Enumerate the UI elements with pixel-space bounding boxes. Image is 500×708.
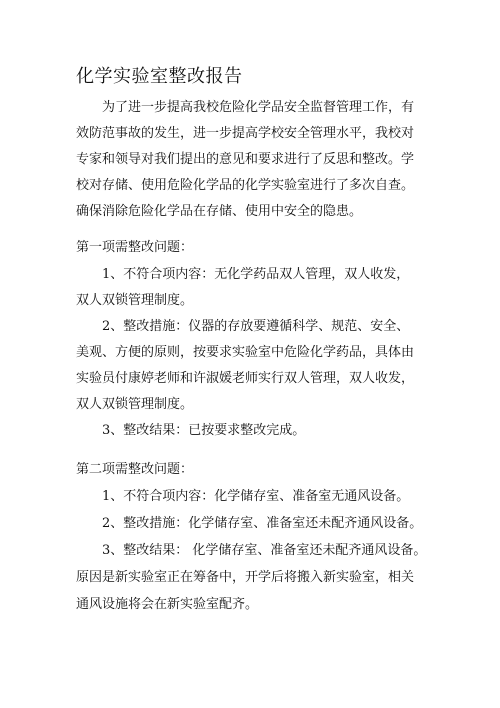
section2-note-line: 通风设施将会在新实验室配齐。 xyxy=(76,597,259,612)
section1-item3: 3、整改结果：已按要求整改完成。 xyxy=(102,423,306,438)
section2-item3: 3、整改结果： 化学储存室、准备室还未配齐通风设备。 xyxy=(102,543,427,558)
section1-item2-line: 2、整改措施：仪器的存放要遵循科学、规范、安全、 xyxy=(102,319,410,334)
intro-line: 为了进一步提高我校危险化学品安全监督管理工作，有 xyxy=(102,100,415,115)
section1-item2-line: 双人双锁管理制度。 xyxy=(76,397,194,412)
section2-note-line: 原因是新实验室正在筹备中，开学后将搬入新实验室，相关 xyxy=(76,570,415,585)
section1-item2-line: 实验员付康婷老师和许淑媛老师实行双人管理，双人收发， xyxy=(76,371,415,386)
section2-heading: 第二项需整改问题： xyxy=(76,462,194,477)
section1-item1-line: 1、不符合项内容：无化学药品双人管理，双人收发， xyxy=(102,267,410,282)
page-title: 化学实验室整改报告 xyxy=(76,66,243,87)
section1-item2-line: 美观、方便的原则，按要求实验室中危险化学药品，具体由 xyxy=(76,345,415,360)
intro-line: 效防范事故的发生，进一步提高学校安全管理水平，我校对 xyxy=(76,126,415,141)
intro-line: 确保消除危险化学品在存储、使用中安全的隐患。 xyxy=(76,204,363,219)
section1-heading: 第一项需整改问题： xyxy=(76,240,194,255)
intro-line: 专家和领导对我们提出的意见和要求进行了反思和整改。学 xyxy=(76,152,415,167)
section1-item1-line: 双人双锁管理制度。 xyxy=(76,293,194,308)
section2-item1: 1、不符合项内容：化学储存室、准备室无通风设备。 xyxy=(102,489,410,504)
intro-line: 校对存储、使用危险化学品的化学实验室进行了多次自查。 xyxy=(76,178,415,193)
section2-item2: 2、整改措施：化学储存室、准备室还未配齐通风设备。 xyxy=(102,516,423,531)
